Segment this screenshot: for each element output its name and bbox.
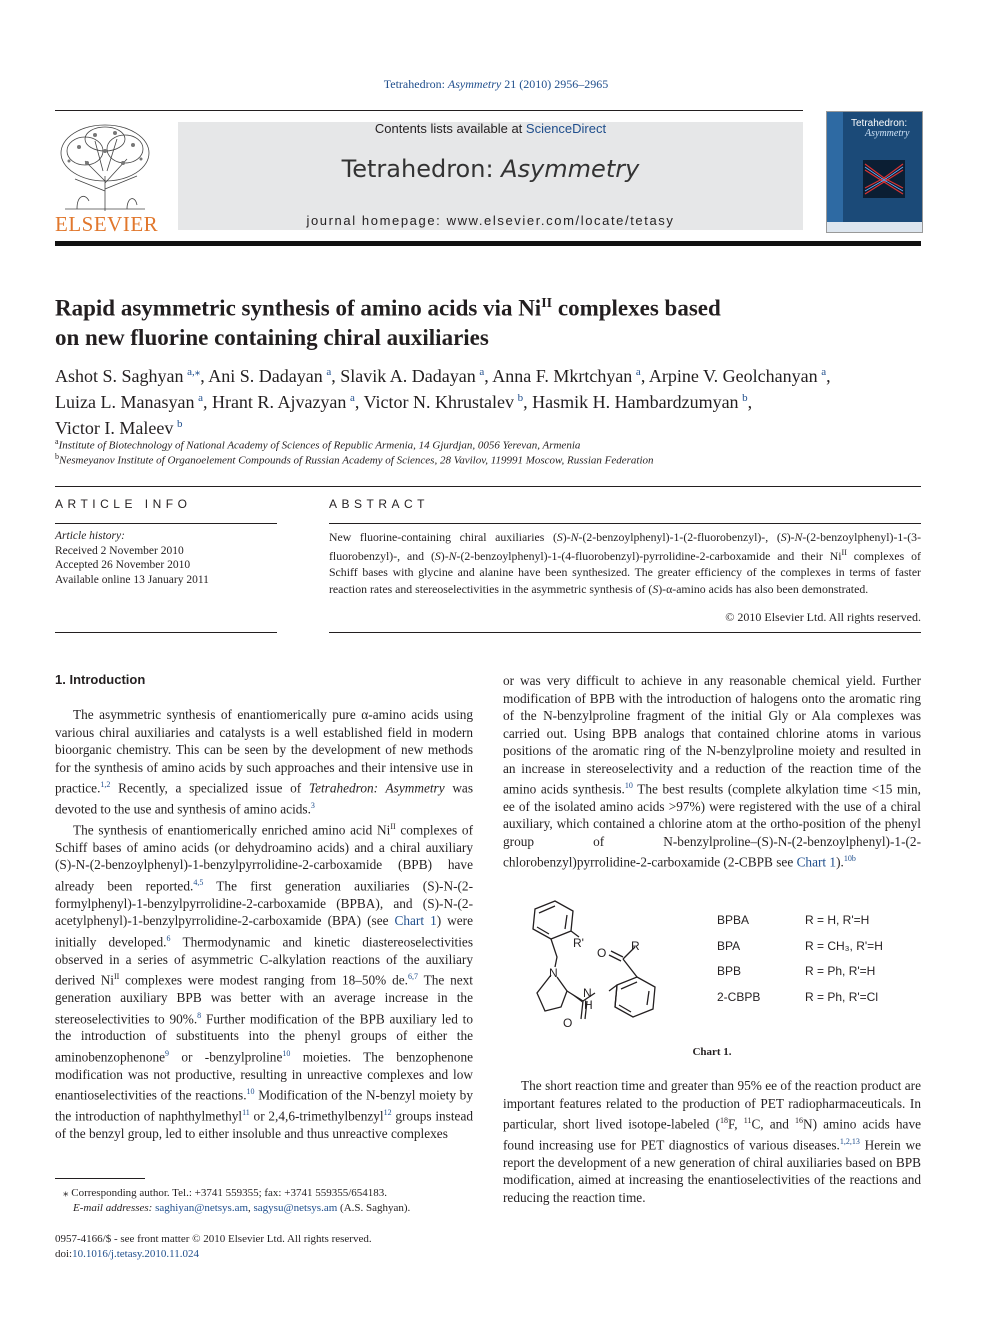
journal-title	[178, 155, 803, 183]
email-sep: ,	[248, 1201, 254, 1214]
issn-line: 0957-4166/$ - see front matter © 2010 Elsevier Ltd. All rights reserved.	[55, 1233, 372, 1245]
journal-cover-image	[826, 111, 923, 233]
intro-paragraph-1	[55, 706, 473, 818]
article-info-rule	[55, 523, 277, 524]
atom-r: R	[631, 939, 640, 953]
received-date: Received 2 November 2010	[55, 544, 184, 557]
intro-left-column	[55, 706, 473, 1143]
issn-doi-block	[55, 1232, 475, 1261]
title-line1b: complexes based	[552, 295, 721, 321]
title-sup: II	[541, 296, 553, 311]
abstract-rule	[329, 523, 921, 524]
r-b: The best results (complete alkylation time <15 min, ee of the isolated amino acids >97%) were registered with the use of a chiral auxiliary, which contained a chlorine atom at the ortho-position of the phenyl group of N-benzylproline–(S)-N-(2-benzoylphenyl)-1-(2-chlorobenzyl)pyrrolidine-2-carboxamide (2-CBPB see	[503, 781, 921, 870]
title-line2: on new fluorine containing chiral auxiliaries	[55, 324, 489, 350]
abs-t6: complexes of Schiff bases with glycine and alanine have been synthesized. The greater efficiency of the complexes in terms of faster reaction rates and stereoselectivities in the asymmetric synthesis of (	[329, 549, 921, 596]
author-aff: a	[821, 366, 827, 378]
ref-link[interactable]: 8	[197, 1010, 202, 1020]
chart-substituent-table	[717, 913, 883, 1015]
author-name: Ani S. Dadayan	[208, 366, 323, 386]
abs-n: N	[448, 549, 457, 564]
compound-substituents: R = H, R'=H	[805, 913, 870, 927]
p2-h: Further modification of the BPB auxiliary led to the introduction of substituents into the phenyl groups of either the aminobenzophenone	[55, 1010, 473, 1065]
chemical-structure	[515, 895, 715, 1045]
abs-s: S	[556, 530, 563, 544]
ref-link[interactable]: 11	[242, 1108, 250, 1118]
doi-line	[55, 1247, 475, 1262]
p3-n: N) amino acids have found increasing use for PET diagnostics of various diseases.	[503, 1116, 922, 1153]
p2-l: or 2,4,6-trimethylbenzyl	[249, 1108, 384, 1124]
abs-t2: )-	[562, 530, 571, 544]
author[interactable]	[55, 366, 208, 386]
substituent-row	[717, 964, 883, 990]
author-aff: a	[326, 366, 332, 378]
journal-title-italic: Asymmetry	[501, 155, 640, 183]
intro-paragraph-3	[503, 1077, 921, 1206]
ref-link[interactable]: 6	[166, 933, 171, 943]
r-a: or was very difficult to achieve in any reasonable chemical yield. Further modification of BPB with the introduction of halogens onto the aromatic ring of the N-benzylproline fragment of the initial Gly or Ala complexes was carried out. Using BPB analogs that contained chlorine atoms in various positions of the aromatic ring of the N-benzylproline moiety and resulted in an increase in stereoselectivity and a reduction of the reaction time of the amino acids synthesis.	[503, 673, 921, 797]
elsevier-wordmark: ELSEVIER	[55, 212, 159, 236]
article-info-heading: ARTICLE INFO	[55, 497, 192, 511]
p1-a: The asymmetric synthesis of enantiomerically pure α-amino acids using various chiral auxiliaries and catalysts is a well established field in modern bioorganic chemistry. This can be seen by the development of new methods for the synthesis of amino acids by such approaches and their intensive use in practice.	[55, 707, 473, 796]
p2-k: Modification of the N-benzyl moiety by the introduction of naphthylmethyl	[55, 1087, 473, 1124]
author[interactable]	[340, 366, 492, 386]
abstract-text	[329, 529, 921, 597]
abs-t3: -(2-benzoylphenyl)-1-(2-fluorobenzyl)-, (	[578, 530, 781, 544]
abs-t5: -(2-benzoylphenyl)-1-(4-fluorobenzyl)-pyrrolidine-2-carboxamide and their Ni	[456, 549, 842, 564]
p2-i: or -benzylproline	[169, 1049, 283, 1065]
author-sep: ,	[354, 392, 364, 412]
author-aff: b	[742, 392, 748, 404]
author-name: Hasmik H. Hambardzumyan	[532, 392, 739, 412]
p3-b: Herein we report the development of a new generation of chiral auxiliaries based on BPB modification, aimed at increasing the enantioselectivities of the reactions and reducing the reaction time.	[503, 1137, 921, 1205]
affiliation-mark: b	[55, 452, 59, 461]
abs-t2: )-	[440, 549, 449, 564]
contents-prefix: Contents lists available at	[374, 121, 526, 136]
doi-label: doi:	[55, 1247, 73, 1260]
corresponding-footnote	[55, 1186, 475, 1215]
author-list	[55, 361, 921, 439]
citation-prefix: Tetrahedron:	[383, 77, 448, 91]
author-name: Anna F. Mkrtchyan	[492, 366, 633, 386]
author-aff: a	[198, 392, 203, 404]
author-aff: a,	[187, 366, 195, 378]
article-info-bottom-rule	[55, 632, 277, 633]
journal-homepage[interactable]: journal homepage: www.elsevier.com/locate/tetasy	[306, 213, 675, 228]
author-sep: ,	[331, 366, 341, 386]
article-history	[55, 529, 277, 587]
p1-journal: Tetrahedron: Asymmetry	[308, 780, 445, 796]
compound-name: BPBA	[717, 913, 750, 927]
author[interactable]	[208, 366, 340, 386]
author-aff: a	[350, 392, 355, 404]
author-name: Luiza L. Manasyan	[55, 392, 195, 412]
chart-link[interactable]: Chart 1	[796, 854, 837, 870]
abs-t1: New fluorine-containing chiral auxiliaries (	[329, 530, 557, 544]
abs-n: N	[794, 530, 803, 544]
author-sep: ,	[640, 366, 649, 386]
atom-oxygen-amide: O	[563, 1016, 573, 1030]
ref-link[interactable]: 10b	[843, 854, 856, 864]
ref-link[interactable]: 10	[246, 1087, 255, 1097]
atom-n-pyrrolidine: N	[549, 966, 558, 980]
accepted-date: Accepted 26 November 2010	[55, 559, 191, 571]
intro-right-column	[503, 672, 921, 871]
isotope-sup: 11	[743, 1116, 752, 1125]
affiliation-text: Institute of Biotechnology of National Academy of Sciences of Republic Armenia, 14 Gjurdjan, 0056 Yerevan, Armenia	[58, 439, 581, 452]
substituent-row	[717, 913, 883, 939]
ref-link[interactable]: 10	[282, 1048, 291, 1058]
p2-j: moieties. The benzophenone modification was not productive, resulting in unreactive complexes and low enantioselectivities of the reactions.	[55, 1049, 473, 1103]
abs-sup: II	[841, 548, 847, 558]
compound-substituents: R = Ph, R'=Cl	[805, 989, 878, 1004]
author-aff: a	[635, 366, 641, 378]
email-link[interactable]: saghiyan@netsys.am	[155, 1201, 249, 1214]
ref-link[interactable]: 3	[310, 800, 315, 810]
compound-substituents: R = Ph, R'=H	[805, 964, 876, 978]
compound-name: BPB	[717, 964, 742, 978]
p2-d: ) were initially developed.	[55, 913, 473, 950]
abstract-bottom-rule	[329, 632, 921, 633]
abs-s: S	[780, 530, 787, 544]
intro-right-column-bottom	[503, 1077, 921, 1206]
abstract-heading: ABSTRACT	[329, 497, 430, 511]
footnote-rule	[55, 1178, 145, 1179]
affiliation-b	[55, 452, 654, 467]
cover-art	[827, 112, 922, 232]
intro-paragraph-2-cont	[503, 672, 921, 871]
p2-f: complexes were modest ranging from 18–50% de.	[119, 972, 408, 988]
substituent-row	[717, 939, 883, 965]
p2-sup: II	[390, 821, 396, 831]
author-sep: ,	[826, 366, 831, 386]
journal-citation[interactable]	[0, 77, 992, 92]
p2-c: The first generation auxiliaries (S)-N-(2-formylphenyl)-1-benzylpyrrolidine-2-carboxamide (BPBA), and (S)-N-(2-acetylphenyl)-1-benzylpyrrolidine-2-carboxamide (BPA) (see	[55, 878, 474, 929]
abs-s: S	[652, 581, 659, 596]
author[interactable]	[55, 392, 212, 412]
p2-b: complexes of Schiff bases of amino acids (or dehydroamino acids) and a chiral auxiliary (S)-N-(2-benzoylphenyl)-1-benzylpyrrolidine-2-carboxamide (BPB) have already been reported.	[55, 822, 474, 894]
email-line	[55, 1201, 475, 1216]
p3-c: C, and	[751, 1116, 796, 1132]
atom-r-prime: R'	[573, 936, 584, 950]
author[interactable]	[55, 418, 182, 438]
email-end: (A.S. Saghyan).	[337, 1201, 411, 1214]
author[interactable]	[532, 392, 752, 412]
chart-link[interactable]: Chart 1	[394, 913, 437, 929]
author[interactable]	[649, 366, 831, 386]
author[interactable]	[364, 392, 533, 412]
ref-link[interactable]: 1,2	[100, 780, 111, 789]
author-name: Victor N. Khrustalev	[363, 392, 514, 412]
p3-f: F,	[727, 1116, 744, 1132]
r-c: ).	[836, 854, 844, 870]
p1-c: was devoted to the use and synthesis of amino acids.	[55, 780, 473, 817]
p1-b: Recently, a specialized issue of	[110, 780, 309, 796]
contents-line	[178, 121, 803, 136]
atom-nh-h: H	[584, 998, 593, 1012]
chart-caption: Chart 1.	[692, 1046, 732, 1058]
header-thick-rule	[55, 241, 921, 246]
atom-nh-n: N	[583, 986, 592, 1000]
p3-a: The short reaction time and greater than 95% ee of the reaction product are important features related to the production of PET radiopharmaceuticals. In particular, short lived isotope-labeled (	[503, 1078, 921, 1132]
author-sep: ,	[523, 392, 533, 412]
abs-t4: -(2-benzoylphenyl)-1-(3-fluorobenzyl)-, and (	[329, 530, 921, 564]
author-sep: ,	[484, 366, 493, 386]
intro-paragraph-2	[55, 818, 473, 1143]
info-top-rule	[55, 486, 921, 487]
elsevier-tree-logo	[55, 121, 155, 213]
author-name: Arpine V. Geolchanyan	[648, 366, 818, 386]
sciencedirect-link[interactable]: ScienceDirect	[525, 121, 607, 136]
ref-link[interactable]: 10	[624, 781, 633, 790]
abs-s: S	[434, 549, 441, 564]
compound-name: BPA	[717, 938, 741, 953]
isotope-sup: 16	[795, 1116, 804, 1125]
author-name: Slavik A. Dadayan	[340, 366, 476, 386]
compound-name: 2-CBPB	[717, 989, 761, 1004]
author-name: Ashot S. Saghyan	[55, 366, 184, 386]
p2-e: Thermodynamic and kinetic diastereoselectivities observed in a series of asymmetric C-alkylation reactions of the auxiliary derived Ni	[55, 934, 473, 988]
copyright: © 2010 Elsevier Ltd. All rights reserved.	[725, 610, 921, 624]
author-sep: ,	[747, 392, 753, 412]
p2-g: The next generation auxiliary BPB was better with an average increase in the stereoselectivities to 90%.	[55, 972, 473, 1026]
ref-link[interactable]: 6,7	[407, 972, 418, 982]
cover-subtitle: Asymmetry	[865, 128, 910, 139]
online-date: Available online 13 January 2011	[55, 573, 209, 586]
doi-link[interactable]: 10.1016/j.tetasy.2010.11.024	[72, 1247, 200, 1260]
history-label: Article history:	[55, 530, 125, 542]
abs-t2: )-	[786, 530, 795, 544]
author-aff: b	[176, 418, 183, 430]
compound-substituents: R = CH₃, R'=H	[805, 938, 883, 953]
isotope-sup: 18	[719, 1116, 728, 1125]
paper-title	[55, 289, 855, 352]
abs-n: N	[570, 530, 579, 544]
author-sep: ,	[200, 366, 209, 386]
title-line1a: Rapid asymmetric synthesis of amino acids via Ni	[55, 295, 542, 321]
citation-suffix: 21 (2010) 2956–2965	[501, 77, 609, 91]
author-name: Victor I. Maleev	[55, 418, 174, 438]
email-label: E-mail addresses:	[73, 1201, 156, 1214]
corresponding-mark: ⁎	[194, 366, 201, 378]
journal-title-main: Tetrahedron:	[341, 155, 502, 183]
author[interactable]	[212, 392, 364, 412]
affiliation-text: Nesmeyanov Institute of Organoelement Compounds of Russian Academy of Sciences, 28 Vavilov, 119991 Moscow, Russian Federation	[59, 454, 654, 467]
ref-link[interactable]: 9	[165, 1048, 170, 1058]
abs-t7: )-α-amino acids has also been demonstrated.	[658, 581, 869, 596]
corresponding-author-text: ⁎ Corresponding author. Tel.: +3741 559355; fax: +3741 559355/654183.	[63, 1187, 387, 1199]
substituent-row	[717, 990, 883, 1016]
author-name: Hrant R. Ajvazyan	[211, 392, 347, 412]
header-rule	[55, 110, 803, 111]
citation-journal: Asymmetry	[447, 77, 502, 91]
ref-link[interactable]: 12	[383, 1108, 392, 1118]
atom-oxygen-ketone: O	[597, 946, 607, 960]
p2-sup: II	[114, 972, 120, 982]
affiliation-a	[55, 437, 580, 452]
author-aff: b	[517, 392, 524, 404]
ref-link[interactable]: 4,5	[193, 877, 204, 887]
author-aff: a	[479, 366, 485, 378]
author[interactable]	[492, 366, 649, 386]
author-sep: ,	[202, 392, 212, 412]
email-link[interactable]: sagysu@netsys.am	[253, 1201, 338, 1214]
p2-a: The synthesis of enantiomerically enriched amino acid Ni	[73, 822, 391, 838]
affiliation-mark: a	[55, 437, 59, 446]
cover-title: Tetrahedron:	[851, 118, 908, 129]
ref-link[interactable]: 1,2,13	[839, 1136, 860, 1146]
p2-m: groups instead of the benzyl group, led to either insoluble and thus unreactive complexes	[55, 1108, 473, 1142]
section-heading-introduction: 1. Introduction	[55, 672, 146, 687]
